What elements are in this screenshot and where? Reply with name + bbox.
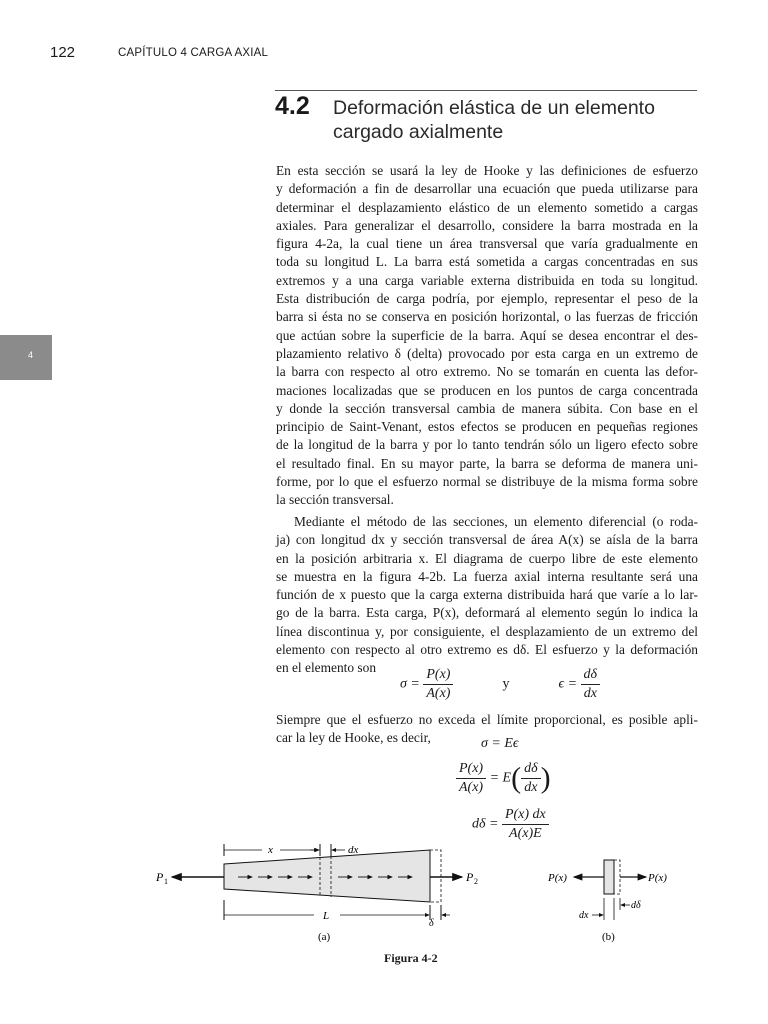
numerator: dδ xyxy=(521,760,541,779)
figure-b-element-diagram xyxy=(547,860,667,943)
fraction-p-over-a-2 xyxy=(456,760,486,797)
text-line: la barra con respecto al otro extremo. No se tomarán en cuenta las defor- xyxy=(276,364,698,380)
label-delta: δ xyxy=(429,918,434,929)
text-line: la sección transversal. xyxy=(276,492,394,508)
text-line: toda su longitud L. La barra está sometida a cargas concentradas en sus xyxy=(276,254,698,270)
figure-a-bar-diagram xyxy=(155,844,478,943)
text-line: Siempre que el esfuerzo no exceda el límite proporcional, es posible apli- xyxy=(276,712,698,727)
text-line: forme, por lo que el esfuerzo normal se distribuye de la misma forma sobre xyxy=(276,474,698,490)
ddelta-equals: dδ = xyxy=(472,816,499,832)
stress-strain-equation xyxy=(400,666,600,703)
label-px-left: P(x) xyxy=(548,872,567,884)
label-p2-sub: 2 xyxy=(474,877,478,886)
figure-caption: Figura 4-2 xyxy=(384,951,438,965)
hooke-substitution-equation: $\frac{P(x)}{A(x)}$ = E( $\frac{d\delta}{dx}$ ) xyxy=(456,760,551,797)
text-line: En esta sección se usará la ley de Hooke y las definiciones de esfuerzo xyxy=(276,163,698,178)
text-line: Mediante el método de las secciones, un elemento diferencial (o roda- xyxy=(294,514,698,529)
text-line: el resultado final. En su mayor parte, la barra se deforma de manera uni- xyxy=(276,455,698,471)
text-line: ja) con longitud dx y sección transversal de área A(x) se aísla de la barra xyxy=(276,532,698,548)
label-l: L xyxy=(323,910,330,922)
figure-b-label: (b) xyxy=(602,931,615,943)
section-title-line1: Deformación elástica de un elemento xyxy=(333,97,655,119)
numerator: P(x) xyxy=(423,666,453,685)
denominator: dx xyxy=(524,780,538,795)
text-line: de la longitud de la barra y por lo tanto tendrán sólo un ligero efecto sobre xyxy=(276,437,698,453)
section-title-line2: cargado axialmente xyxy=(333,121,504,143)
page-number: 122 xyxy=(50,44,76,61)
denominator: A(x)E xyxy=(509,826,542,841)
section-number: 4.2 xyxy=(275,92,310,120)
text-line: figura 4-2a, la cual tiene un área transversal que varía gradualmente en xyxy=(276,236,698,252)
epsilon-symbol: ϵ = xyxy=(558,676,578,692)
denominator: dx xyxy=(583,686,597,701)
paragraph-1 xyxy=(276,162,698,510)
denominator: A(x) xyxy=(426,686,451,701)
numerator: dδ xyxy=(581,666,601,685)
page-header xyxy=(0,44,768,64)
text-line: go de la barra. Esta carga, P(x), deformará al elemento según lo indica la xyxy=(276,605,698,621)
label-p1: P xyxy=(156,870,164,884)
label-p2: P xyxy=(466,870,474,884)
figure-4-2 xyxy=(0,830,768,950)
text-line: y deformación a fin de desarrollar una ecuación que pueda utilizarse para xyxy=(276,181,698,197)
text-line: se muestra en la figura 4-2b. La fuerza axial interna resultante será una xyxy=(276,568,698,584)
numerator: P(x) xyxy=(456,760,486,779)
side-tab-label: 4 xyxy=(28,350,34,360)
hooke-law-equation: σ = Eϵ xyxy=(481,736,519,751)
text-line: función de x puesto que la carga externa distribuida hará que varíe a lo lar- xyxy=(276,587,698,603)
numerator: P(x) dx xyxy=(502,806,549,825)
fraction-ddelta-over-dx-2 xyxy=(521,760,541,797)
label-p1-sub: 1 xyxy=(164,877,168,886)
paragraph-2 xyxy=(276,513,698,678)
conjunction-y: y xyxy=(502,676,510,692)
label-px-right: P(x) xyxy=(648,872,667,884)
text-line: elemento con respecto al otro extremo es dδ. El esfuerzo y la deformación xyxy=(276,642,698,658)
text-line: barra si ésta no se conserva en posición horizontal, o las fuerzas de fricción xyxy=(276,309,698,325)
text-line: axiales. Para generalizar el desarrollo, considere la barra mostrada en la xyxy=(276,217,698,233)
text-line: Esta distribución de carga podría, por ejemplo, representar el peso de la xyxy=(276,291,698,307)
text-line: principio de Saint-Venant, estos efectos se producen en pequeñas regiones xyxy=(276,419,698,435)
denominator: A(x) xyxy=(459,780,484,795)
label-x: x xyxy=(268,844,273,856)
text-line: maciones localizadas que se producen en los puntos de carga concentrada xyxy=(276,382,698,398)
fraction-ddelta-over-dx xyxy=(581,666,601,703)
text-line: plazamiento relativo δ (delta) provocado por esta carga en un extremo de xyxy=(276,345,698,361)
equals-e: = E xyxy=(489,770,512,786)
text-line: extremos y a una carga variable externa distribuida en toda su longitud. xyxy=(276,272,698,288)
text-line: que actúan sobre la superficie de la barra. Aquí se desea encontrar el des- xyxy=(276,327,698,343)
label-dx: dx xyxy=(348,844,359,856)
label-ddelta: dδ xyxy=(631,900,641,911)
chapter-side-tab xyxy=(0,335,52,380)
text-line: en el elemento son xyxy=(276,660,377,676)
fraction-p-over-a xyxy=(423,666,453,703)
chapter-title: CAPÍTULO 4 CARGA AXIAL xyxy=(118,47,269,59)
text-line: línea discontinua y, por consiguiente, el desplazamiento de un extremo del xyxy=(276,623,698,639)
label-dx-b: dx xyxy=(579,910,589,921)
text-line: determinar el desplazamiento elástico de un elemento sometido a cargas xyxy=(276,199,698,215)
section-rule xyxy=(275,90,697,91)
figure-a-label: (a) xyxy=(318,931,331,943)
text-line: en la posición arbitraria x. El diagrama de cuerpo libre de este elemento xyxy=(276,550,698,566)
sigma-symbol: σ = xyxy=(400,676,420,692)
text-line: y donde la sección transversal cambia de manera súbita. Con base en el xyxy=(276,400,698,416)
text-line: car la ley de Hooke, es decir, xyxy=(276,730,431,746)
section-title xyxy=(333,96,703,144)
